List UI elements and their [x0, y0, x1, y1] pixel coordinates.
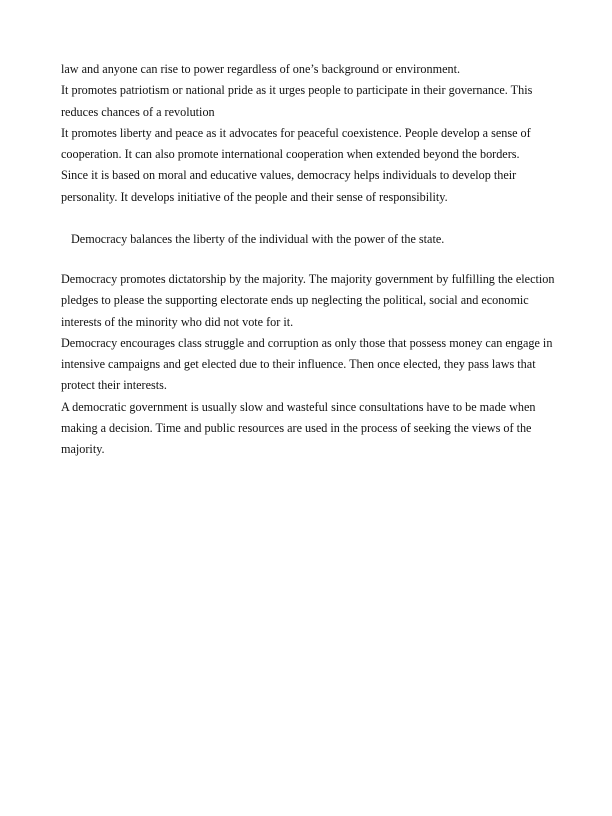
summary-statement: Democracy balances the liberty of the individual with the power of the state. [71, 232, 445, 246]
paragraph-liberty-peace: It promotes liberty and peace as it advocates for peaceful coexistence. People develop a sense of cooperation. It can also promote international cooperation when extended beyond the borders. [61, 125, 531, 162]
paragraph-slow-wasteful: A democratic government is usually slow and wasteful since consultations have to be made when making a decision. Time and public resources are used in the process of seeking the views of the majority. [61, 399, 536, 457]
paragraph-rule-of-law: law and anyone can rise to power regardless of one’s background or environment. [61, 62, 461, 76]
paragraph-class-struggle: Democracy encourages class struggle and corruption as only those that possess money can engage in intensive campaigns and get elected due to their influence. Then once elected, they pass laws that protect their interests. [61, 335, 553, 393]
paragraph-patriotism: It promotes patriotism or national pride as it urges people to participate in their governance. This reduces chances of a revolution [61, 83, 533, 119]
disadvantages-section [61, 269, 556, 461]
paragraph-moral-values: Since it is based on moral and educative values, democracy helps individuals to develop their personality. It develops initiative of the people and their sense of responsibility. [61, 168, 517, 204]
advantages-section [61, 59, 556, 208]
paragraph-majority-dictatorship: Democracy promotes dictatorship by the majority. The majority government by fulfilling the election pledges to please the supporting electorate ends up neglecting the political, social and economic interests of the minority who did not vote for it. [61, 272, 555, 329]
